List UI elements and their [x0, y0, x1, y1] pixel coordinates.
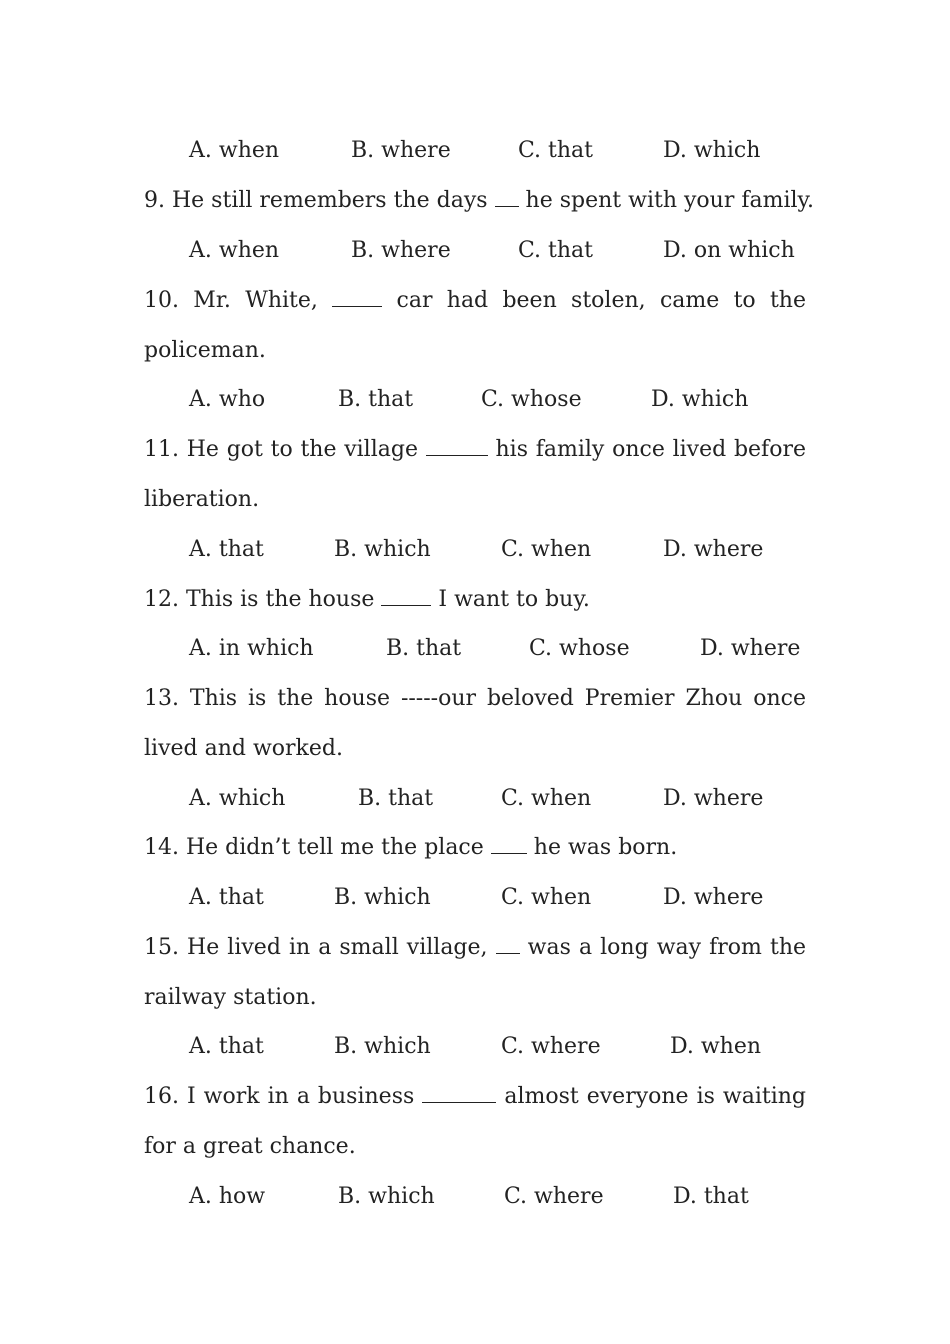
question-text: his family once lived before: [495, 437, 806, 462]
answer-blank: [495, 188, 519, 207]
option-c: C. where: [501, 1034, 601, 1059]
option-c: C. that: [518, 238, 594, 263]
question-text: I want to buy.: [438, 587, 590, 612]
question-10-stem-continued: [144, 336, 806, 366]
option-b: B. that: [338, 387, 414, 412]
option-c: C. where: [504, 1184, 604, 1209]
question-14-options: [144, 883, 806, 913]
option-d: D. where: [663, 537, 764, 562]
question-13-stem-continued: [144, 734, 806, 764]
question-text: 16. I work in a business: [144, 1084, 415, 1109]
option-a: A. how: [189, 1184, 266, 1209]
question-14-stem: [144, 833, 806, 863]
option-d: D. where: [663, 786, 764, 811]
question-text: he was born.: [533, 835, 678, 860]
question-16-stem: [144, 1082, 806, 1112]
option-d: D. where: [700, 636, 801, 661]
option-a: A. in which: [189, 636, 314, 661]
option-a: A. that: [189, 885, 264, 910]
option-c: C. that: [518, 138, 594, 163]
option-a: A. who: [189, 387, 266, 412]
question-9-options: [144, 236, 806, 266]
option-b: B. which: [334, 885, 431, 910]
question-12-stem: [144, 585, 806, 615]
question-text: was a long way from the: [527, 935, 807, 960]
question-text: 15. He lived in a small village,: [144, 935, 488, 960]
question-15-options: [144, 1032, 806, 1062]
question-text: he spent with your family.: [525, 188, 815, 213]
question-12-options: [144, 634, 806, 664]
answer-blank: [426, 437, 488, 456]
answer-blank: [381, 587, 431, 606]
question-16-options: [144, 1182, 806, 1212]
answer-blank: [496, 935, 520, 954]
question-15-stem: [144, 933, 806, 963]
option-b: B. that: [386, 636, 462, 661]
question-text: almost everyone is waiting: [504, 1084, 807, 1109]
option-d: D. which: [651, 387, 749, 412]
option-a: A. which: [189, 786, 286, 811]
option-b: B. which: [334, 1034, 431, 1059]
option-a: A. that: [189, 537, 264, 562]
question-text: 9. He still remembers the days: [144, 188, 488, 213]
question-text: for a great chance.: [144, 1134, 356, 1159]
option-a: A. when: [189, 138, 280, 163]
option-b: B. that: [358, 786, 434, 811]
question-text: 12. This is the house: [144, 587, 375, 612]
question-text: 10. Mr. White,: [144, 288, 318, 313]
option-d: D. which: [663, 138, 761, 163]
question-text: railway station.: [144, 985, 317, 1010]
question-text: lived and worked.: [144, 736, 343, 761]
question-16-stem-continued: [144, 1132, 806, 1162]
option-c: C. when: [501, 885, 592, 910]
question-text: policeman.: [144, 338, 266, 363]
question-11-stem-continued: [144, 485, 806, 515]
answer-blank: [491, 835, 527, 854]
question-13-options: [144, 784, 806, 814]
option-d: D. where: [663, 885, 764, 910]
option-d: D. on which: [663, 238, 795, 263]
question-15-stem-continued: [144, 983, 806, 1013]
option-b: B. where: [351, 238, 451, 263]
question-text: 14. He didn’t tell me the place: [144, 835, 484, 860]
option-b: B. where: [351, 138, 451, 163]
question-text: 13. This is the house -----our beloved Premier Zhou once: [144, 686, 806, 711]
question-10-options: [144, 385, 806, 415]
option-d: D. when: [670, 1034, 762, 1059]
question-text: 11. He got to the village: [144, 437, 418, 462]
answer-blank: [332, 288, 382, 307]
question-9-stem: [144, 186, 815, 216]
question-11-options: [144, 535, 806, 565]
option-a: A. when: [189, 238, 280, 263]
option-d: D. that: [673, 1184, 749, 1209]
question-8-options: [144, 136, 806, 166]
option-b: B. which: [334, 537, 431, 562]
question-11-stem: [144, 435, 806, 465]
option-b: B. which: [338, 1184, 435, 1209]
answer-blank: [422, 1084, 496, 1103]
option-c: C. whose: [481, 387, 582, 412]
option-c: C. whose: [529, 636, 630, 661]
question-text: liberation.: [144, 487, 260, 512]
option-a: A. that: [189, 1034, 264, 1059]
option-c: C. when: [501, 537, 592, 562]
option-c: C. when: [501, 786, 592, 811]
question-10-stem: [144, 286, 806, 316]
question-text: car had been stolen, came to the: [396, 288, 806, 313]
question-13-stem: [144, 684, 806, 714]
